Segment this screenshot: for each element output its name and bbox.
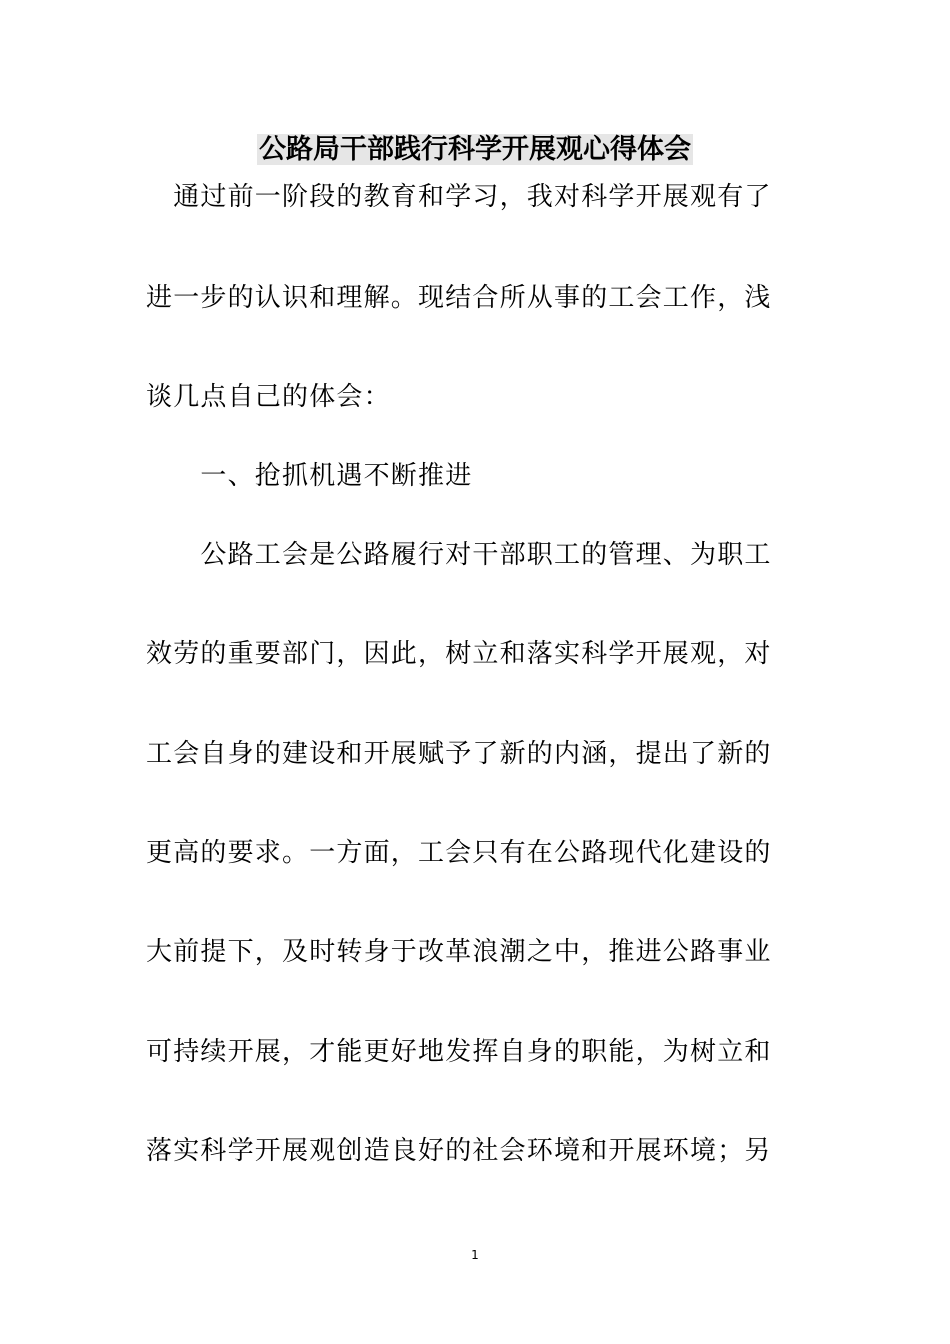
body-line-1: 通过前一阶段的教育和学习，我对科学开展观有了	[146, 182, 772, 212]
page-number: 1	[471, 1248, 479, 1262]
body-line-10: 可持续开展，才能更好地发挥自身的职能，为树立和	[146, 1037, 772, 1067]
document-title	[0, 132, 950, 168]
document-title-text: 公路局干部践行科学开展观心得体会	[259, 134, 691, 165]
section-heading: 一、抢抓机遇不断推进	[146, 461, 473, 491]
body-line-6: 效劳的重要部门，因此，树立和落实科学开展观，对	[146, 639, 772, 669]
body-line-9: 大前提下，及时转身于改革浪潮之中，推进公路事业	[146, 937, 772, 967]
body-line-5: 公路工会是公路履行对干部职工的管理、为职工	[146, 540, 772, 570]
body-line-8: 更高的要求。一方面，工会只有在公路现代化建设的	[146, 838, 772, 868]
body-line-2: 进一步的认识和理解。现结合所从事的工会工作，浅	[146, 283, 772, 313]
body-line-7: 工会自身的建设和开展赋予了新的内涵，提出了新的	[146, 739, 772, 769]
body-line-11: 落实科学开展观创造良好的社会环境和开展环境；另	[146, 1136, 772, 1166]
body-line-3: 谈几点自己的体会：	[146, 382, 391, 412]
